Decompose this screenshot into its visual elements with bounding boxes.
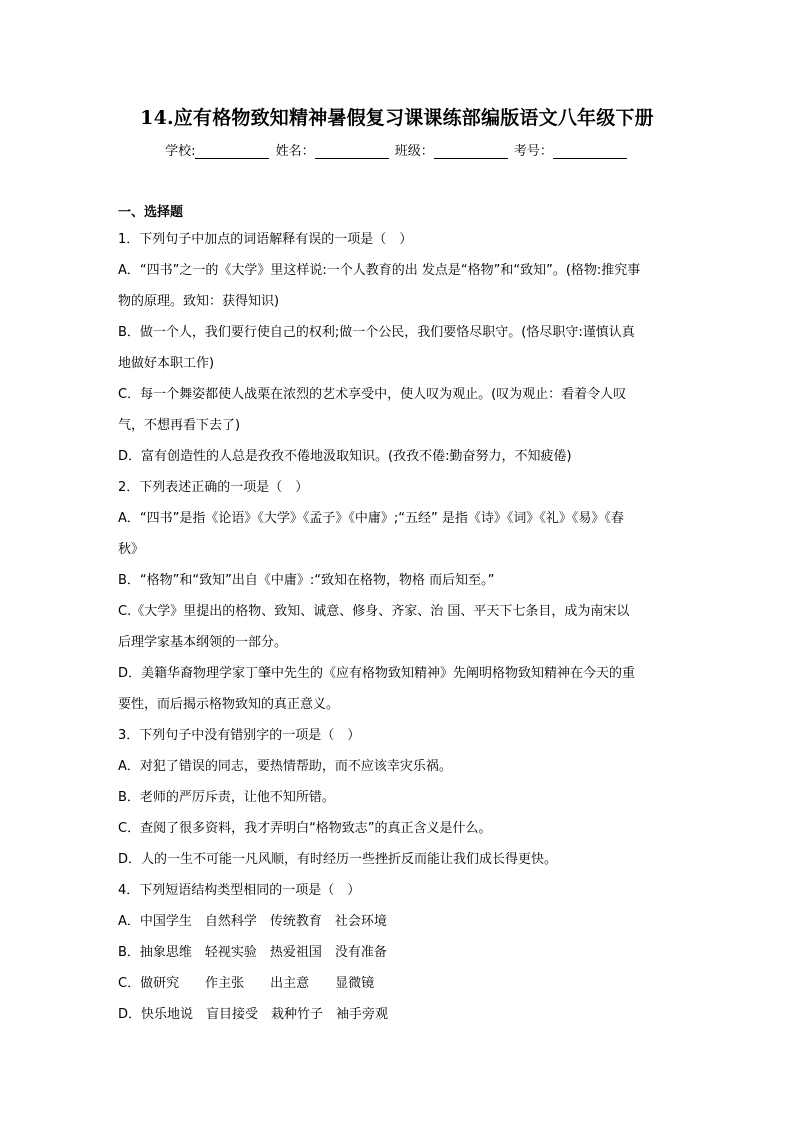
text-line: 气，不想再看下去了) (118, 418, 241, 433)
text-line: 后理学家基本纲领的一部分。 (118, 635, 288, 650)
text-line: B．老师的严厉斥责，让他不知所错。 (118, 790, 335, 805)
text-line: C．每一个舞姿都使人战栗在浓烈的艺术享受中，使人叹为观止。(叹为观止：看着令人叹 (118, 387, 627, 402)
text-line: D．富有创造性的人总是孜孜不倦地汲取知识。(孜孜不倦:勤奋努力，不知疲倦) (118, 449, 572, 464)
text-line: A．“四书”是指《论语》《大学》《孟子》《中庸》;“五经” 是指《诗》《词》《礼》《易》《春 (118, 511, 624, 526)
question-content (118, 202, 688, 1030)
student-info-line (0, 140, 794, 159)
text-line: B．抽象思维 轻视实验 热爱祖国 没有准备 (118, 945, 387, 960)
text-line: C．做研究 作主张 出主意 显微镜 (118, 976, 375, 991)
text-line: C．查阅了很多资料，我才弄明白“格物致志”的真正含义是什么。 (118, 821, 492, 836)
text-line: D．快乐地说 盲目接受 栽种竹子 袖手旁观 (118, 1007, 389, 1022)
text-line: 4．下列短语结构类型相同的一项是（ ） (118, 883, 361, 898)
exam-number-label: 考号： (513, 144, 553, 159)
text-line: 地做好本职工作) (118, 356, 215, 371)
text-line: A．中国学生 自然科学 传统教育 社会环境 (118, 914, 387, 929)
name-blank (315, 144, 389, 159)
text-line: 1．下列句子中加点的词语解释有误的一项是（ ） (118, 232, 413, 247)
section-title: 一、选择题 (118, 205, 184, 220)
exam-number-blank (553, 144, 627, 159)
text-line: B．“格物”和“致知”出自《中庸》:“致知在格物，物格 而后知至。” (118, 573, 495, 588)
name-label: 姓名： (275, 144, 315, 159)
class-label: 班级： (394, 144, 434, 159)
text-line: A．“四书”之一的《大学》里这样说:一个人教育的出 发点是“格物”和“致知”。(格物:推究事 (118, 263, 641, 278)
text-line: D．人的一生不可能一凡风顺，有时经历一些挫折反而能让我们成长得更快。 (118, 852, 558, 867)
text-line: 2．下列表述正确的一项是（ ） (118, 480, 309, 495)
text-line: B．做一个人，我们要行使自己的权利;做一个公民，我们要恪尽职守。(恪尽职守:谨慎认真 (118, 325, 635, 340)
text-line: A．对犯了错误的同志，要热情帮助，而不应该幸灾乐祸。 (118, 759, 452, 774)
text-line: C.《大学》里提出的格物、致知、诚意、修身、齐家、治 国、平天下七条目，成为南宋以 (118, 604, 630, 619)
school-blank (195, 144, 269, 159)
text-line: 物的原理。致知：获得知识) (118, 294, 280, 309)
text-line: 3．下列句子中没有错别字的一项是（ ） (118, 728, 361, 743)
class-blank (434, 144, 508, 159)
text-line: D．美籍华裔物理学家丁肇中先生的《应有格物致知精神》先阐明格物致知精神在今天的重 (118, 666, 636, 681)
text-line: 秋》 (118, 542, 145, 557)
page-title: 14.应有格物致知精神暑假复习课课练部编版语文八年级下册 (140, 107, 654, 129)
text-line: 要性，而后揭示格物致知的真正意义。 (118, 697, 340, 712)
school-label: 学校: (165, 144, 196, 159)
